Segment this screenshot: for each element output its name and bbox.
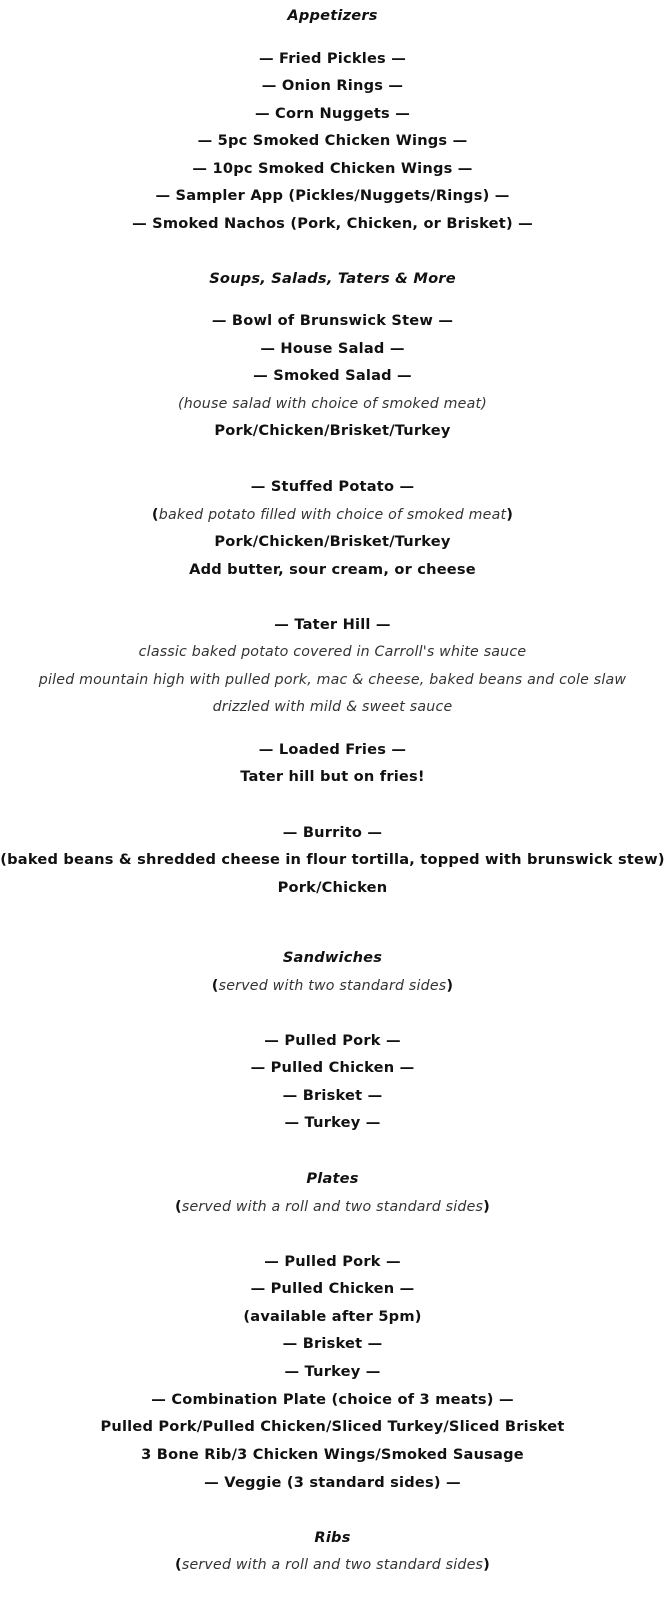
open-paren: ( [151,506,159,523]
close-paren: ) [506,506,514,523]
tater-hill-desc-3: drizzled with mild & sweet sauce [212,699,453,715]
section-title-sandwiches: Sandwiches [282,949,383,966]
combo-meats-1: Pulled Pork/Pulled Chicken/Sliced Turkey/Sliced Brisket [100,1418,565,1435]
menu-item-smoked-salad: — Smoked Salad — [253,367,412,384]
open-paren: ( [175,1198,182,1215]
stuffed-potato-note [0,505,665,525]
sandwich-turkey: — Turkey — [284,1114,381,1131]
stuffed-potato-addons: Add butter, sour cream, or cheese [189,561,476,578]
menu-item-5pc-wings: — 5pc Smoked Chicken Wings — [197,132,468,149]
plate-brisket: — Brisket — [282,1335,383,1352]
plate-pulled-pork: — Pulled Pork — [264,1253,401,1270]
plate-combination: — Combination Plate (choice of 3 meats) — [151,1391,514,1408]
stuffed-potato-note-text: baked potato filled with choice of smoked meat [158,507,507,523]
tater-hill-desc-1: classic baked potato covered in Carroll's white sauce [138,644,527,660]
sandwich-pulled-pork: — Pulled Pork — [264,1032,401,1049]
menu-item-corn-nuggets: — Corn Nuggets — [254,105,410,122]
section-title-appetizers: Appetizers [287,7,378,24]
sandwiches-note [0,976,665,996]
section-title-soups: Soups, Salads, Taters & More [209,270,456,287]
plate-availability: (available after 5pm) [243,1308,422,1325]
burrito-meats: Pork/Chicken [277,879,388,896]
sandwich-pulled-chicken: — Pulled Chicken — [250,1059,415,1076]
section-title-ribs: Ribs [314,1529,351,1546]
section-title-plates: Plates [306,1170,359,1187]
smoked-salad-meats: Pork/Chicken/Brisket/Turkey [214,422,451,439]
menu-item-sampler-app: — Sampler App (Pickles/Nuggets/Rings) — [155,187,510,204]
burrito-desc: (baked beans & shredded cheese in flour tortilla, topped with brunswick stew) [0,851,665,868]
menu-item-fried-pickles: — Fried Pickles — [258,50,407,67]
menu-item-loaded-fries: — Loaded Fries — [258,741,407,758]
ribs-note [0,1555,665,1575]
close-paren: ) [446,977,454,994]
open-paren: ( [175,1556,182,1573]
loaded-fries-desc: Tater hill but on fries! [240,768,425,785]
plate-turkey: — Turkey — [284,1363,381,1380]
stuffed-potato-meats: Pork/Chicken/Brisket/Turkey [214,533,451,550]
ribs-note-text: served with a roll and two standard sides [181,1557,484,1573]
plate-veggie: — Veggie (3 standard sides) — [204,1474,461,1491]
menu-item-onion-rings: — Onion Rings — [261,77,404,94]
menu-item-brunswick-stew: — Bowl of Brunswick Stew — [211,312,454,329]
plates-note-text: served with a roll and two standard sides [181,1199,484,1215]
sandwich-brisket: — Brisket — [282,1087,383,1104]
combo-meats-2: 3 Bone Rib/3 Chicken Wings/Smoked Sausage [141,1446,524,1463]
menu-item-10pc-wings: — 10pc Smoked Chicken Wings — [192,160,473,177]
close-paren: ) [483,1198,490,1215]
menu-item-stuffed-potato: — Stuffed Potato — [250,478,415,495]
sandwiches-note-text: served with two standard sides [218,978,447,994]
menu-item-smoked-nachos: — Smoked Nachos (Pork, Chicken, or Brisket) — [132,215,533,232]
menu-item-tater-hill: — Tater Hill — [274,616,391,633]
open-paren: ( [211,977,219,994]
menu-item-burrito: — Burrito — [282,824,383,841]
tater-hill-desc-2: piled mountain high with pulled pork, mac & cheese, baked beans and cole slaw [38,672,627,688]
menu-item-house-salad: — House Salad — [260,340,405,357]
close-paren: ) [483,1556,490,1573]
smoked-salad-note: (house salad with choice of smoked meat) [177,396,487,412]
plates-note [0,1197,665,1217]
plate-pulled-chicken: — Pulled Chicken — [250,1280,415,1297]
